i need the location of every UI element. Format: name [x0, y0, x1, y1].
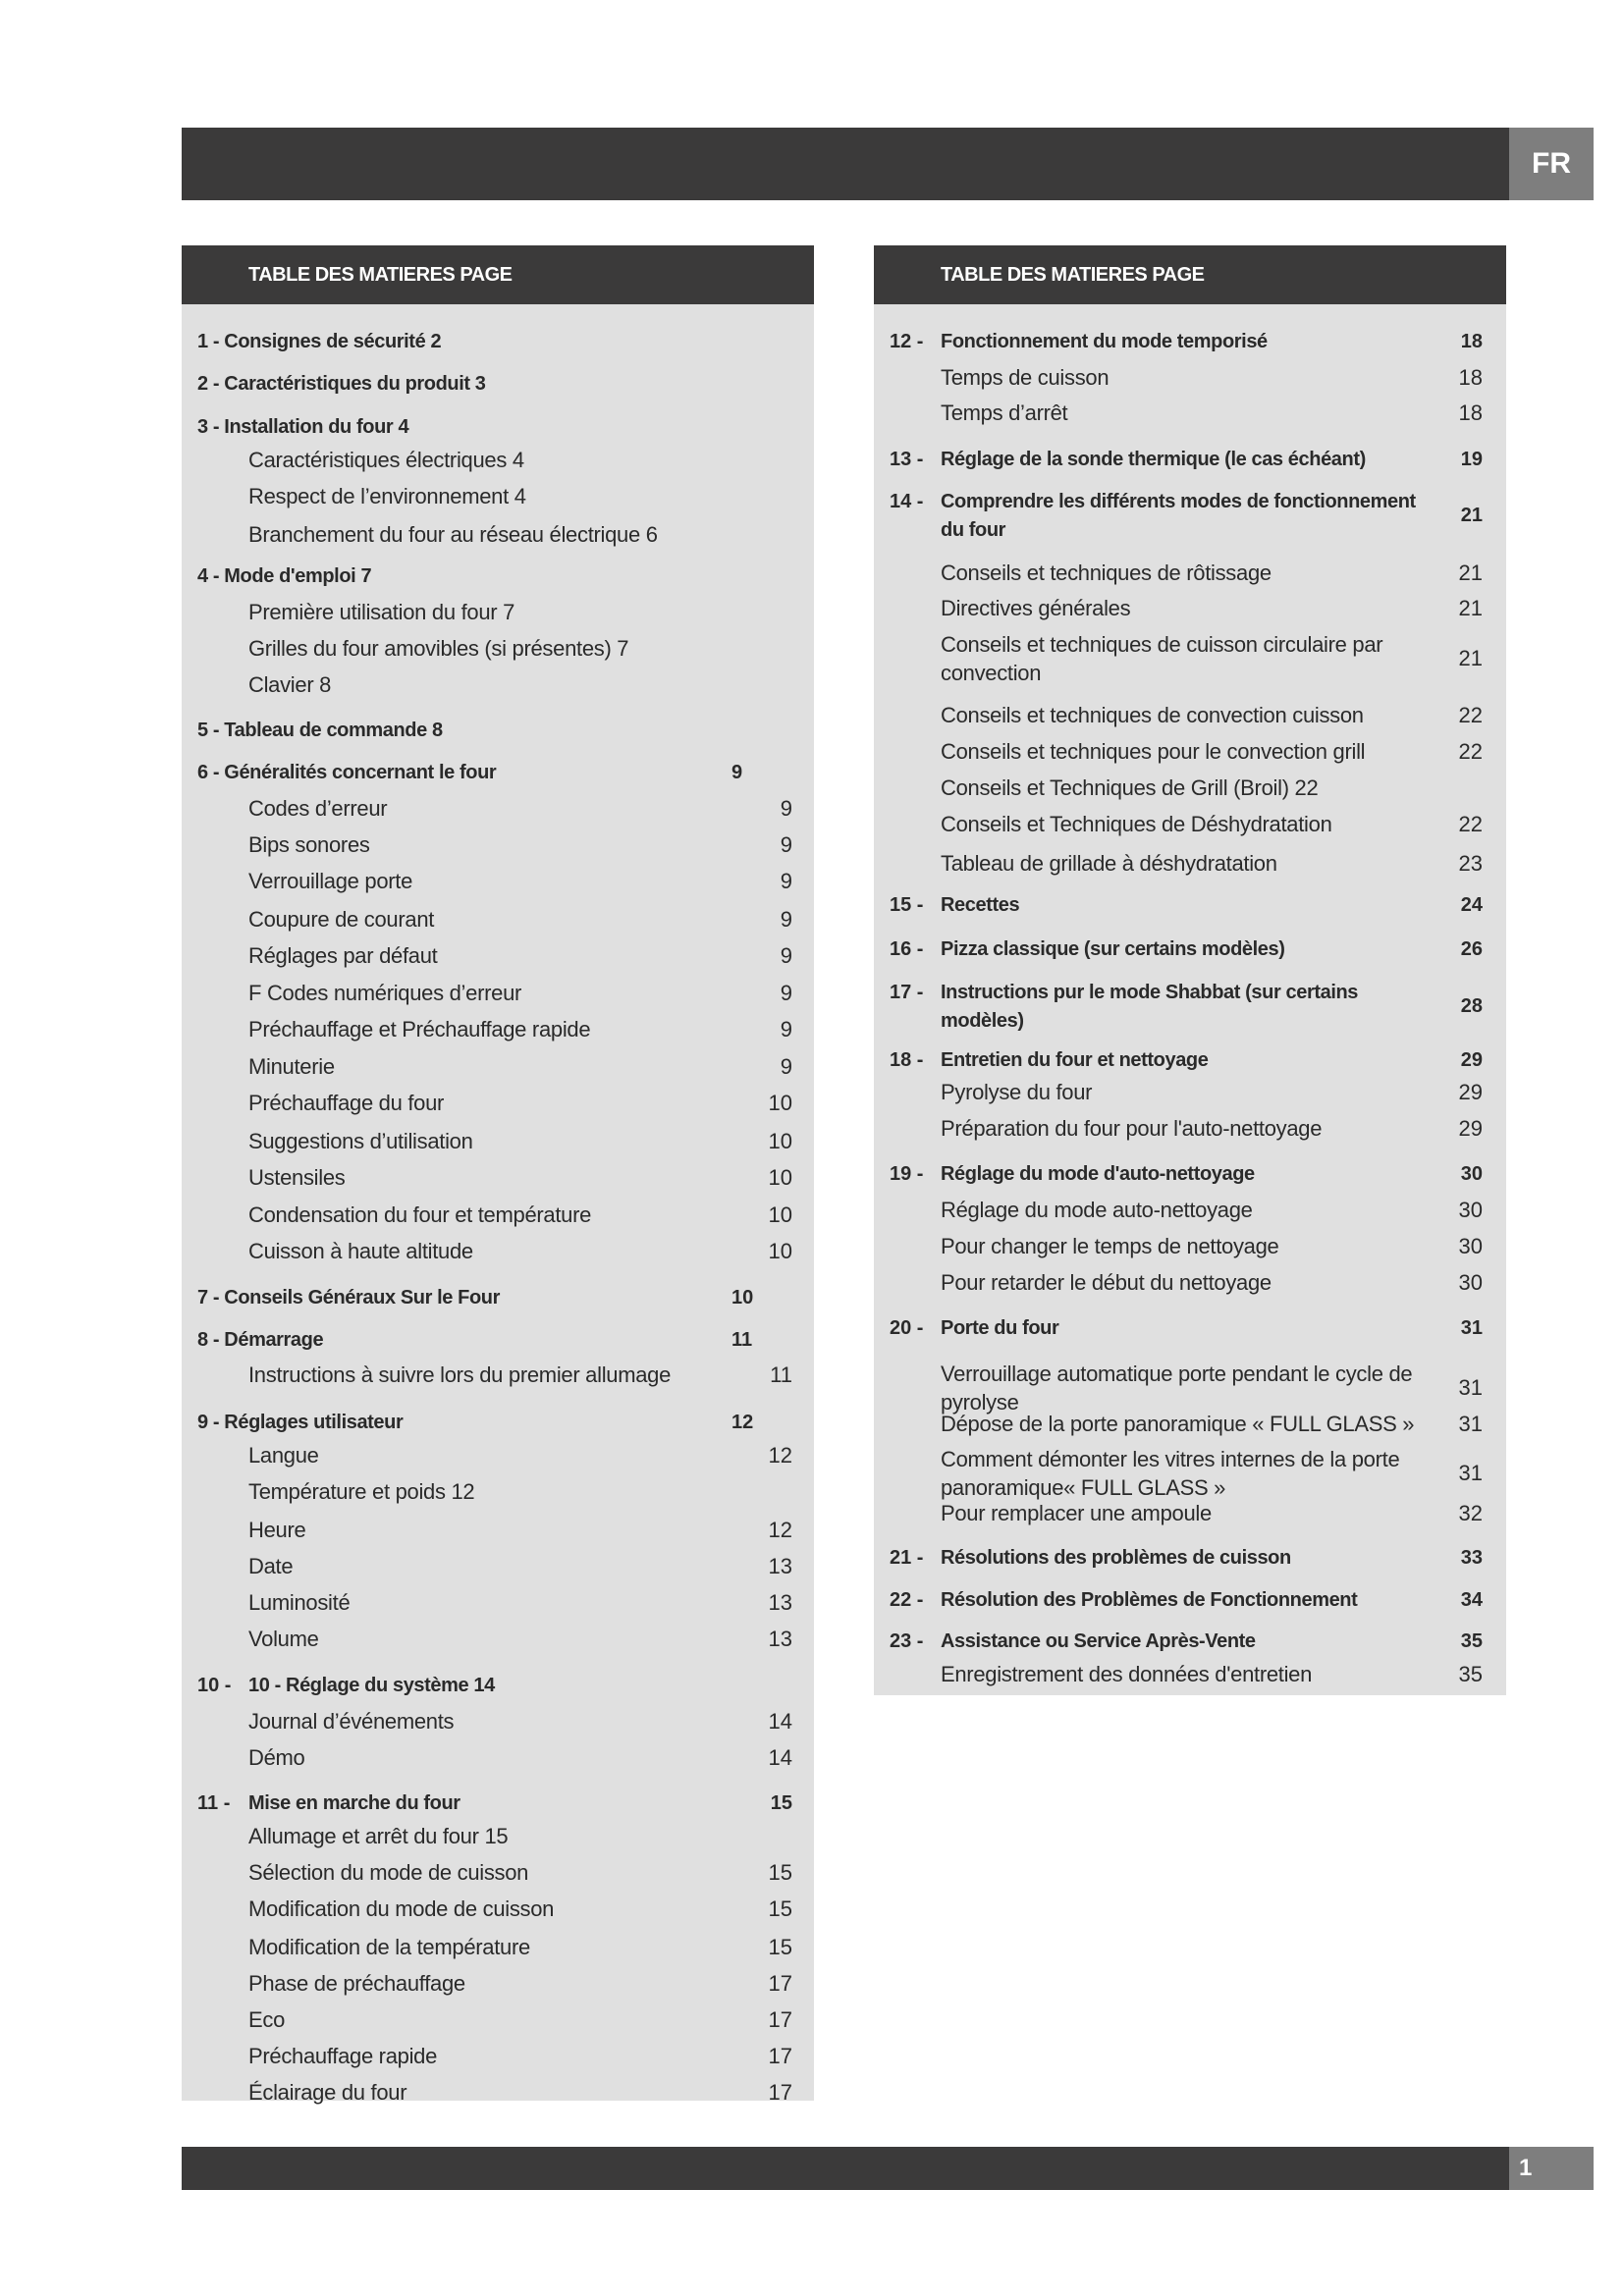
- entry-title: Codes d’erreur: [248, 796, 388, 821]
- entry-title: Verrouillage automatique porte pendant le cycle de: [941, 1362, 1413, 1386]
- entry-title: 10 - Réglage du système 14: [248, 1675, 495, 1696]
- page-ref: 15: [768, 1935, 792, 1959]
- page-ref: 10: [768, 1091, 792, 1115]
- entry-title: F Codes numériques d’erreur: [248, 981, 522, 1005]
- entry-title: Démo: [248, 1745, 305, 1770]
- page-ref: 18: [1458, 400, 1483, 425]
- section-number: 16 -: [890, 938, 924, 960]
- page-ref: 30: [1458, 1270, 1483, 1295]
- entry-title: Résolutions des problèmes de cuisson: [941, 1547, 1291, 1569]
- page-ref: 30: [1460, 1163, 1483, 1185]
- entry-title: Directives générales: [941, 596, 1131, 620]
- page-ref: 33: [1460, 1547, 1483, 1569]
- page-ref: 9: [780, 943, 792, 968]
- entry-title: Heure: [248, 1518, 306, 1542]
- entry-title: Éclairage du four: [248, 2080, 407, 2105]
- entry-title-continued: du four: [941, 519, 1006, 541]
- entry-title: Caractéristiques électriques 4: [248, 448, 524, 472]
- page-ref: 24: [1460, 894, 1483, 916]
- entry-title: Recettes: [941, 894, 1020, 916]
- entry-title: Conseils et Techniques de Déshydratation: [941, 812, 1332, 836]
- entry-title: Langue: [248, 1443, 319, 1468]
- page-ref: 34: [1460, 1589, 1483, 1611]
- entry-title: Verrouillage porte: [248, 869, 413, 893]
- entry-title: Pyrolyse du four: [941, 1080, 1093, 1104]
- page-ref: 21: [1458, 561, 1483, 585]
- entry-title: Enregistrement des données d'entretien: [941, 1662, 1313, 1686]
- entry-title: Mise en marche du four: [248, 1792, 460, 1814]
- page-ref: 10: [768, 1202, 792, 1227]
- page-ref: 31: [1458, 1461, 1483, 1485]
- entry-title: Conseils et techniques de rôtissage: [941, 561, 1272, 585]
- section-number: 19 -: [890, 1163, 924, 1185]
- entry-title: Conseils et Techniques de Grill (Broil) 22: [941, 775, 1319, 800]
- entry-title: Pour retarder le début du nettoyage: [941, 1270, 1272, 1295]
- page-ref: 15: [768, 1860, 792, 1885]
- entry-title: Préparation du four pour l'auto-nettoyage: [941, 1116, 1323, 1141]
- page-ref: 12: [768, 1443, 792, 1468]
- entry-title-continued: pyrolyse: [941, 1390, 1019, 1415]
- entry-title: Pizza classique (sur certains modèles): [941, 938, 1285, 960]
- page-ref: 11: [731, 1329, 753, 1351]
- toc-header-left: TABLE DES MATIERES PAGE: [182, 245, 814, 304]
- entry-title: Porte du four: [941, 1317, 1059, 1339]
- entry-title: Dépose de la porte panoramique « FULL GLASS »: [941, 1412, 1415, 1436]
- page-ref: 18: [1460, 331, 1483, 352]
- entry-title: 4 - Mode d'emploi 7: [197, 565, 372, 587]
- page-ref: 30: [1458, 1198, 1483, 1222]
- section-number: 14 -: [890, 491, 924, 512]
- page-ref: 9: [780, 907, 792, 932]
- entry-title: Réglage du mode auto-nettoyage: [941, 1198, 1253, 1222]
- page-ref: 9: [780, 796, 792, 821]
- entry-title: 3 - Installation du four 4: [197, 416, 409, 438]
- entry-title: Réglage de la sonde thermique (le cas échéant): [941, 449, 1366, 470]
- page-ref: 22: [1458, 703, 1483, 727]
- page-ref: 9: [780, 1054, 792, 1079]
- page-ref: 17: [768, 2044, 792, 2068]
- entry-title-continued: convection: [941, 661, 1042, 685]
- page-ref: 17: [768, 2007, 792, 2032]
- entry-title-continued: modèles): [941, 1010, 1024, 1032]
- section-number: 22 -: [890, 1589, 924, 1611]
- entry-title: Allumage et arrêt du four 15: [248, 1824, 509, 1848]
- page-ref: 21: [1460, 505, 1483, 526]
- entry-title: Comprendre les différents modes de fonctionnement: [941, 491, 1416, 512]
- entry-title: Minuterie: [248, 1054, 335, 1079]
- page-ref: 18: [1458, 365, 1483, 390]
- section-number: 12 -: [890, 331, 924, 352]
- entry-title: 6 - Généralités concernant le four: [197, 762, 497, 783]
- page-ref: 26: [1460, 938, 1483, 960]
- page-ref: 29: [1460, 1049, 1483, 1071]
- page-ref: 31: [1458, 1412, 1483, 1436]
- page-ref: 14: [768, 1745, 792, 1770]
- page-ref: 21: [1458, 596, 1483, 620]
- section-number: 10 -: [197, 1675, 232, 1696]
- page-ref: 9: [780, 981, 792, 1005]
- section-number: 21 -: [890, 1547, 924, 1569]
- entry-title: Temps de cuisson: [941, 365, 1110, 390]
- entry-title: Conseils et techniques de convection cuisson: [941, 703, 1364, 727]
- entry-title: Coupure de courant: [248, 907, 435, 932]
- entry-title: Respect de l’environnement 4: [248, 484, 526, 508]
- entry-title: 5 - Tableau de commande 8: [197, 720, 443, 741]
- entry-title: Comment démonter les vitres internes de la porte: [941, 1447, 1400, 1471]
- entry-title: Conseils et techniques de cuisson circulaire par: [941, 632, 1383, 657]
- page-ref: 22: [1458, 739, 1483, 764]
- entry-title: Réglages par défaut: [248, 943, 438, 968]
- page-ref: 9: [780, 869, 792, 893]
- page-ref: 35: [1458, 1662, 1483, 1686]
- entry-title: Date: [248, 1554, 294, 1578]
- section-number: 20 -: [890, 1317, 924, 1339]
- page-ref: 13: [768, 1590, 792, 1615]
- language-tab: FR: [1509, 128, 1594, 200]
- page-ref: 31: [1460, 1317, 1483, 1339]
- entry-title: Cuisson à haute altitude: [248, 1239, 473, 1263]
- entry-title: Volume: [248, 1627, 319, 1651]
- entry-title: Grilles du four amovibles (si présentes) 7: [248, 636, 629, 661]
- entry-title: 9 - Réglages utilisateur: [197, 1412, 404, 1433]
- page-ref: 30: [1458, 1234, 1483, 1258]
- entry-title: Pour remplacer une ampoule: [941, 1501, 1212, 1525]
- page-ref: 31: [1458, 1375, 1483, 1400]
- page-ref: 32: [1458, 1501, 1483, 1525]
- entry-title-continued: panoramique« FULL GLASS »: [941, 1475, 1226, 1500]
- entry-title: Modification du mode de cuisson: [248, 1896, 555, 1921]
- entry-title: Bips sonores: [248, 832, 370, 857]
- page-ref: 35: [1460, 1630, 1483, 1652]
- entry-title: 2 - Caractéristiques du produit 3: [197, 373, 486, 395]
- entry-title: Journal d’événements: [248, 1709, 455, 1734]
- entry-title: Clavier 8: [248, 672, 332, 697]
- entry-title: Eco: [248, 2007, 286, 2032]
- page-ref: 17: [768, 1971, 792, 1996]
- page-ref: 15: [770, 1792, 792, 1814]
- entry-title: Température et poids 12: [248, 1479, 475, 1504]
- section-number: 17 -: [890, 982, 924, 1003]
- entry-title: Tableau de grillade à déshydratation: [941, 851, 1277, 876]
- page-ref: 13: [768, 1554, 792, 1578]
- entry-title: Préchauffage rapide: [248, 2044, 438, 2068]
- page-ref: 28: [1460, 995, 1483, 1017]
- entry-title: 8 - Démarrage: [197, 1329, 324, 1351]
- entry-title: Phase de préchauffage: [248, 1971, 465, 1996]
- entry-title: Réglage du mode d'auto-nettoyage: [941, 1163, 1255, 1185]
- toc-column-left: [182, 245, 814, 2105]
- entry-title: Première utilisation du four 7: [248, 600, 515, 624]
- entry-title: Conseils et techniques pour le convection grill: [941, 739, 1366, 764]
- page-ref: 29: [1458, 1116, 1483, 1141]
- entry-title: Ustensiles: [248, 1165, 346, 1190]
- entry-title: Préchauffage du four: [248, 1091, 445, 1115]
- page-ref: 9: [780, 1017, 792, 1041]
- section-number: 13 -: [890, 449, 924, 470]
- section-number: 15 -: [890, 894, 924, 916]
- section-number: 18 -: [890, 1049, 924, 1071]
- page-ref: 12: [768, 1518, 792, 1542]
- page-ref: 22: [1458, 812, 1483, 836]
- page-ref: 11: [770, 1362, 792, 1387]
- page-ref: 13: [768, 1627, 792, 1651]
- page-ref: 21: [1458, 646, 1483, 670]
- entry-title: Préchauffage et Préchauffage rapide: [248, 1017, 591, 1041]
- entry-title: Branchement du four au réseau électrique 6: [248, 522, 658, 547]
- entry-title: Assistance ou Service Après-Vente: [941, 1630, 1256, 1652]
- entry-title: Suggestions d’utilisation: [248, 1129, 473, 1153]
- entry-title: 1 - Consignes de sécurité 2: [197, 331, 442, 352]
- section-number: 11 -: [197, 1792, 231, 1814]
- entry-title: Pour changer le temps de nettoyage: [941, 1234, 1279, 1258]
- entry-title: Luminosité: [248, 1590, 351, 1615]
- entry-title: Condensation du four et température: [248, 1202, 592, 1227]
- page-ref: 19: [1460, 449, 1483, 470]
- toc-header-right: TABLE DES MATIERES PAGE: [874, 245, 1506, 304]
- toc-column-right: [874, 245, 1506, 1695]
- entry-title: Sélection du mode de cuisson: [248, 1860, 529, 1885]
- entry-title: 7 - Conseils Généraux Sur le Four: [197, 1287, 501, 1308]
- page-ref: 23: [1458, 851, 1483, 876]
- entry-title: Résolution des Problèmes de Fonctionnement: [941, 1589, 1358, 1611]
- page-ref: 10: [731, 1287, 754, 1308]
- entry-title: Instructions pur le mode Shabbat (sur certains: [941, 982, 1359, 1003]
- page-ref: 14: [768, 1709, 792, 1734]
- footer-bar: [182, 2147, 1509, 2190]
- header-bar: [182, 128, 1509, 200]
- entry-title: Fonctionnement du mode temporisé: [941, 331, 1268, 352]
- entry-title: Instructions à suivre lors du premier allumage: [248, 1362, 672, 1387]
- page-ref: 10: [768, 1165, 792, 1190]
- page-ref: 9: [731, 762, 743, 783]
- page-ref: 17: [768, 2080, 792, 2105]
- page-ref: 10: [768, 1129, 792, 1153]
- page-ref: 10: [768, 1239, 792, 1263]
- page-number: 1: [1509, 2147, 1594, 2190]
- section-number: 23 -: [890, 1630, 924, 1652]
- entry-title: Entretien du four et nettoyage: [941, 1049, 1209, 1071]
- entry-title: Temps d’arrêt: [941, 400, 1068, 425]
- page-ref: 15: [768, 1896, 792, 1921]
- page-ref: 29: [1458, 1080, 1483, 1104]
- page-ref: 12: [731, 1412, 754, 1433]
- page-ref: 9: [780, 832, 792, 857]
- entry-title: Modification de la température: [248, 1935, 530, 1959]
